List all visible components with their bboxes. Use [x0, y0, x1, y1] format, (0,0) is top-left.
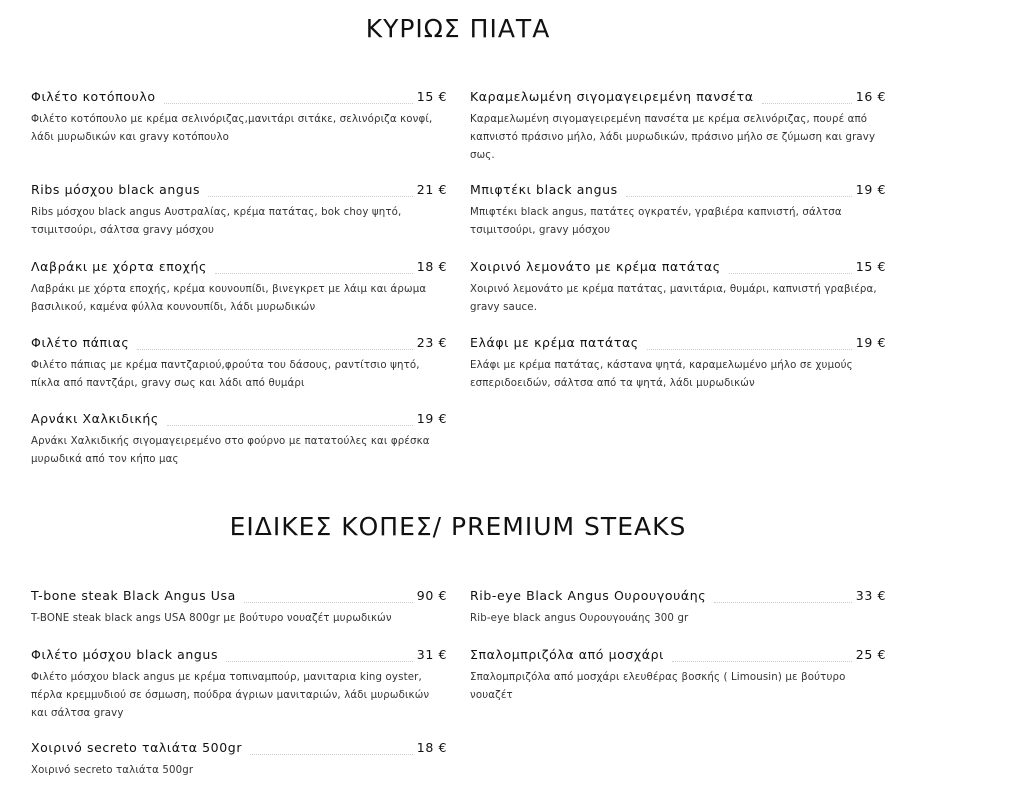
- dotted-leader: [626, 186, 852, 197]
- menu-item: [470, 182, 886, 240]
- menu-item-name: Φιλέτο πάπιας: [31, 335, 130, 350]
- menu-item-name: Χοιρινό λεμονάτο με κρέμα πατάτας: [470, 259, 721, 274]
- menu-item-name: Μπιφτέκι black angus: [470, 182, 618, 197]
- menu-item-description: Rib-eye black angus Ουρουγουάης 300 gr: [470, 613, 689, 624]
- menu-item-description: Αρνάκι Χαλκιδικής σιγομαγειρεμένο στο φούρνο με πατατούλες και φρέσκα μυρωδικά από τον κήπο μας: [31, 436, 430, 465]
- menu-item-name: Αρνάκι Χαλκιδικής: [31, 411, 159, 426]
- menu-item: [470, 259, 886, 317]
- dotted-leader: [215, 263, 413, 274]
- menu-item-name: Χοιρινό secreto ταλιάτα 500gr: [31, 740, 243, 755]
- menu-item: [470, 335, 886, 393]
- menu-item: [31, 411, 447, 469]
- dotted-leader: [164, 93, 413, 104]
- menu-item-price: 15 €: [416, 89, 447, 104]
- menu-item: [31, 740, 447, 780]
- menu-item: [31, 335, 447, 393]
- menu-item: [31, 588, 447, 628]
- menu-item-description: Λαβράκι με χόρτα εποχής, κρέμα κουνουπίδι, βινεγκρετ με λάιμ και άρωμα βασιλικού, καμένα φύλλα κουνουπίδι, λάδι μυρωδικών: [31, 284, 427, 313]
- menu-item-price: 31 €: [416, 647, 447, 662]
- menu-item-price: 15 €: [855, 259, 886, 274]
- menu-item-name: Ribs μόσχου black angus: [31, 182, 201, 197]
- menu-item-description: Μπιφτέκι black angus, πατάτες ογκρατέν, γραβιέρα καπνιστή, σάλτσα τσιμιτσούρι, gravy μόσχου: [470, 207, 842, 236]
- menu-item: [31, 182, 447, 240]
- dotted-leader: [226, 651, 413, 662]
- menu-item-price: 90 €: [416, 588, 447, 603]
- menu-item-name: Σπαλομπριζόλα από μοσχάρι: [470, 647, 664, 662]
- dotted-leader: [244, 592, 413, 603]
- menu-item-description: Φιλέτο πάπιας με κρέμα παντζαριού,φρούτα του δάσους, ραντίτσιο ψητό, πίκλα από παντζάρι, gravy σως και λάδι από θυμάρι: [31, 360, 420, 389]
- menu-item-description: Φιλέτο κοτόπουλο με κρέμα σελινόριζας,μανιτάρι σιτάκε, σελινόριζα κονφί, λάδι μυρωδικών και gravy κοτόπουλο: [31, 114, 433, 143]
- menu-item-name: Ελάφι με κρέμα πατάτας: [470, 335, 639, 350]
- dotted-leader: [762, 93, 852, 104]
- menu-item-price: 33 €: [855, 588, 886, 603]
- menu-item-name: Rib-eye Black Angus Ουρουγουάης: [470, 588, 707, 603]
- dotted-leader: [672, 651, 852, 662]
- menu-item-price: 23 €: [416, 335, 447, 350]
- menu-item-description: Καραμελωμένη σιγομαγειρεμένη πανσέτα με κρέμα σελινόριζας, πουρέ από καπνιστό πράσινο μήλο, λάδι μυρωδικών, πράσινο μήλο σε ζύμωση και gravy σως.: [470, 114, 876, 161]
- dotted-leader: [729, 263, 852, 274]
- dotted-leader: [250, 744, 413, 755]
- dotted-leader: [167, 415, 413, 426]
- menu-item: [470, 588, 886, 628]
- dotted-leader: [647, 339, 852, 350]
- menu-item-name: Λαβράκι με χόρτα εποχής: [31, 259, 207, 274]
- menu-item-price: 25 €: [855, 647, 886, 662]
- menu-item-description: Ribs μόσχου black angus Αυστραλίας, κρέμα πατάτας, bok choy ψητό, τσιμιτσούρι, σάλτσα gravy μόσχου: [31, 207, 402, 236]
- menu-item: [31, 259, 447, 317]
- dotted-leader: [714, 592, 852, 603]
- menu-item-price: 19 €: [855, 182, 886, 197]
- menu-item: [470, 647, 886, 705]
- menu-item-name: Καραμελωμένη σιγομαγειρεμένη πανσέτα: [470, 89, 754, 104]
- menu-item-price: 21 €: [416, 182, 447, 197]
- menu-item-description: T-BONE steak black angs USA 800gr με βούτυρο νουαζέτ μυρωδικών: [31, 613, 392, 624]
- section-title-premium-steaks: ΕΙΔΙΚΕΣ ΚΟΠΕΣ/ PREMIUM STEAKS: [229, 512, 687, 541]
- menu-item-price: 16 €: [855, 89, 886, 104]
- menu-item-description: Χοιρινό secreto ταλιάτα 500gr: [31, 765, 194, 776]
- menu-item-price: 19 €: [855, 335, 886, 350]
- menu-item-description: Χοιρινό λεμονάτο με κρέμα πατάτας, μανιτάρια, θυμάρι, καπνιστή γραβιέρα, gravy sauce.: [470, 284, 877, 313]
- menu-item-price: 18 €: [416, 740, 447, 755]
- menu-item-price: 19 €: [416, 411, 447, 426]
- menu-item: [470, 89, 886, 165]
- menu-item-name: T-bone steak Black Angus Usa: [31, 588, 236, 603]
- dotted-leader: [208, 186, 413, 197]
- section-title-main-dishes: ΚΥΡΙΩΣ ΠΙΑΤΑ: [365, 14, 551, 43]
- menu-item-name: Φιλέτο μόσχου black angus: [31, 647, 219, 662]
- menu-item-name: Φιλέτο κοτόπουλο: [31, 89, 156, 104]
- menu-item-description: Σπαλομπριζόλα από μοσχάρι ελευθέρας βοσκής ( Limousin) με βούτυρο νουαζέτ: [470, 672, 846, 701]
- menu-item-description: Φιλέτο μόσχου black angus με κρέμα τοπιναμπούρ, μανιταρια king oyster, πέρλα κρεμμυδιού σε όσμωση, πούδρα άγριων μανιταριών, λάδι μυρωδικών και σάλτσα gravy: [31, 672, 430, 719]
- menu-item: [31, 89, 447, 147]
- menu-item-description: Ελάφι με κρέμα πατάτας, κάστανα ψητά, καραμελωμένο μήλο σε χυμούς εσπεριδοειδών, σάλτσα από τα ψητά, λάδι μυρωδικών: [470, 360, 853, 389]
- dotted-leader: [137, 339, 412, 350]
- menu-item: [31, 647, 447, 723]
- menu-item-price: 18 €: [416, 259, 447, 274]
